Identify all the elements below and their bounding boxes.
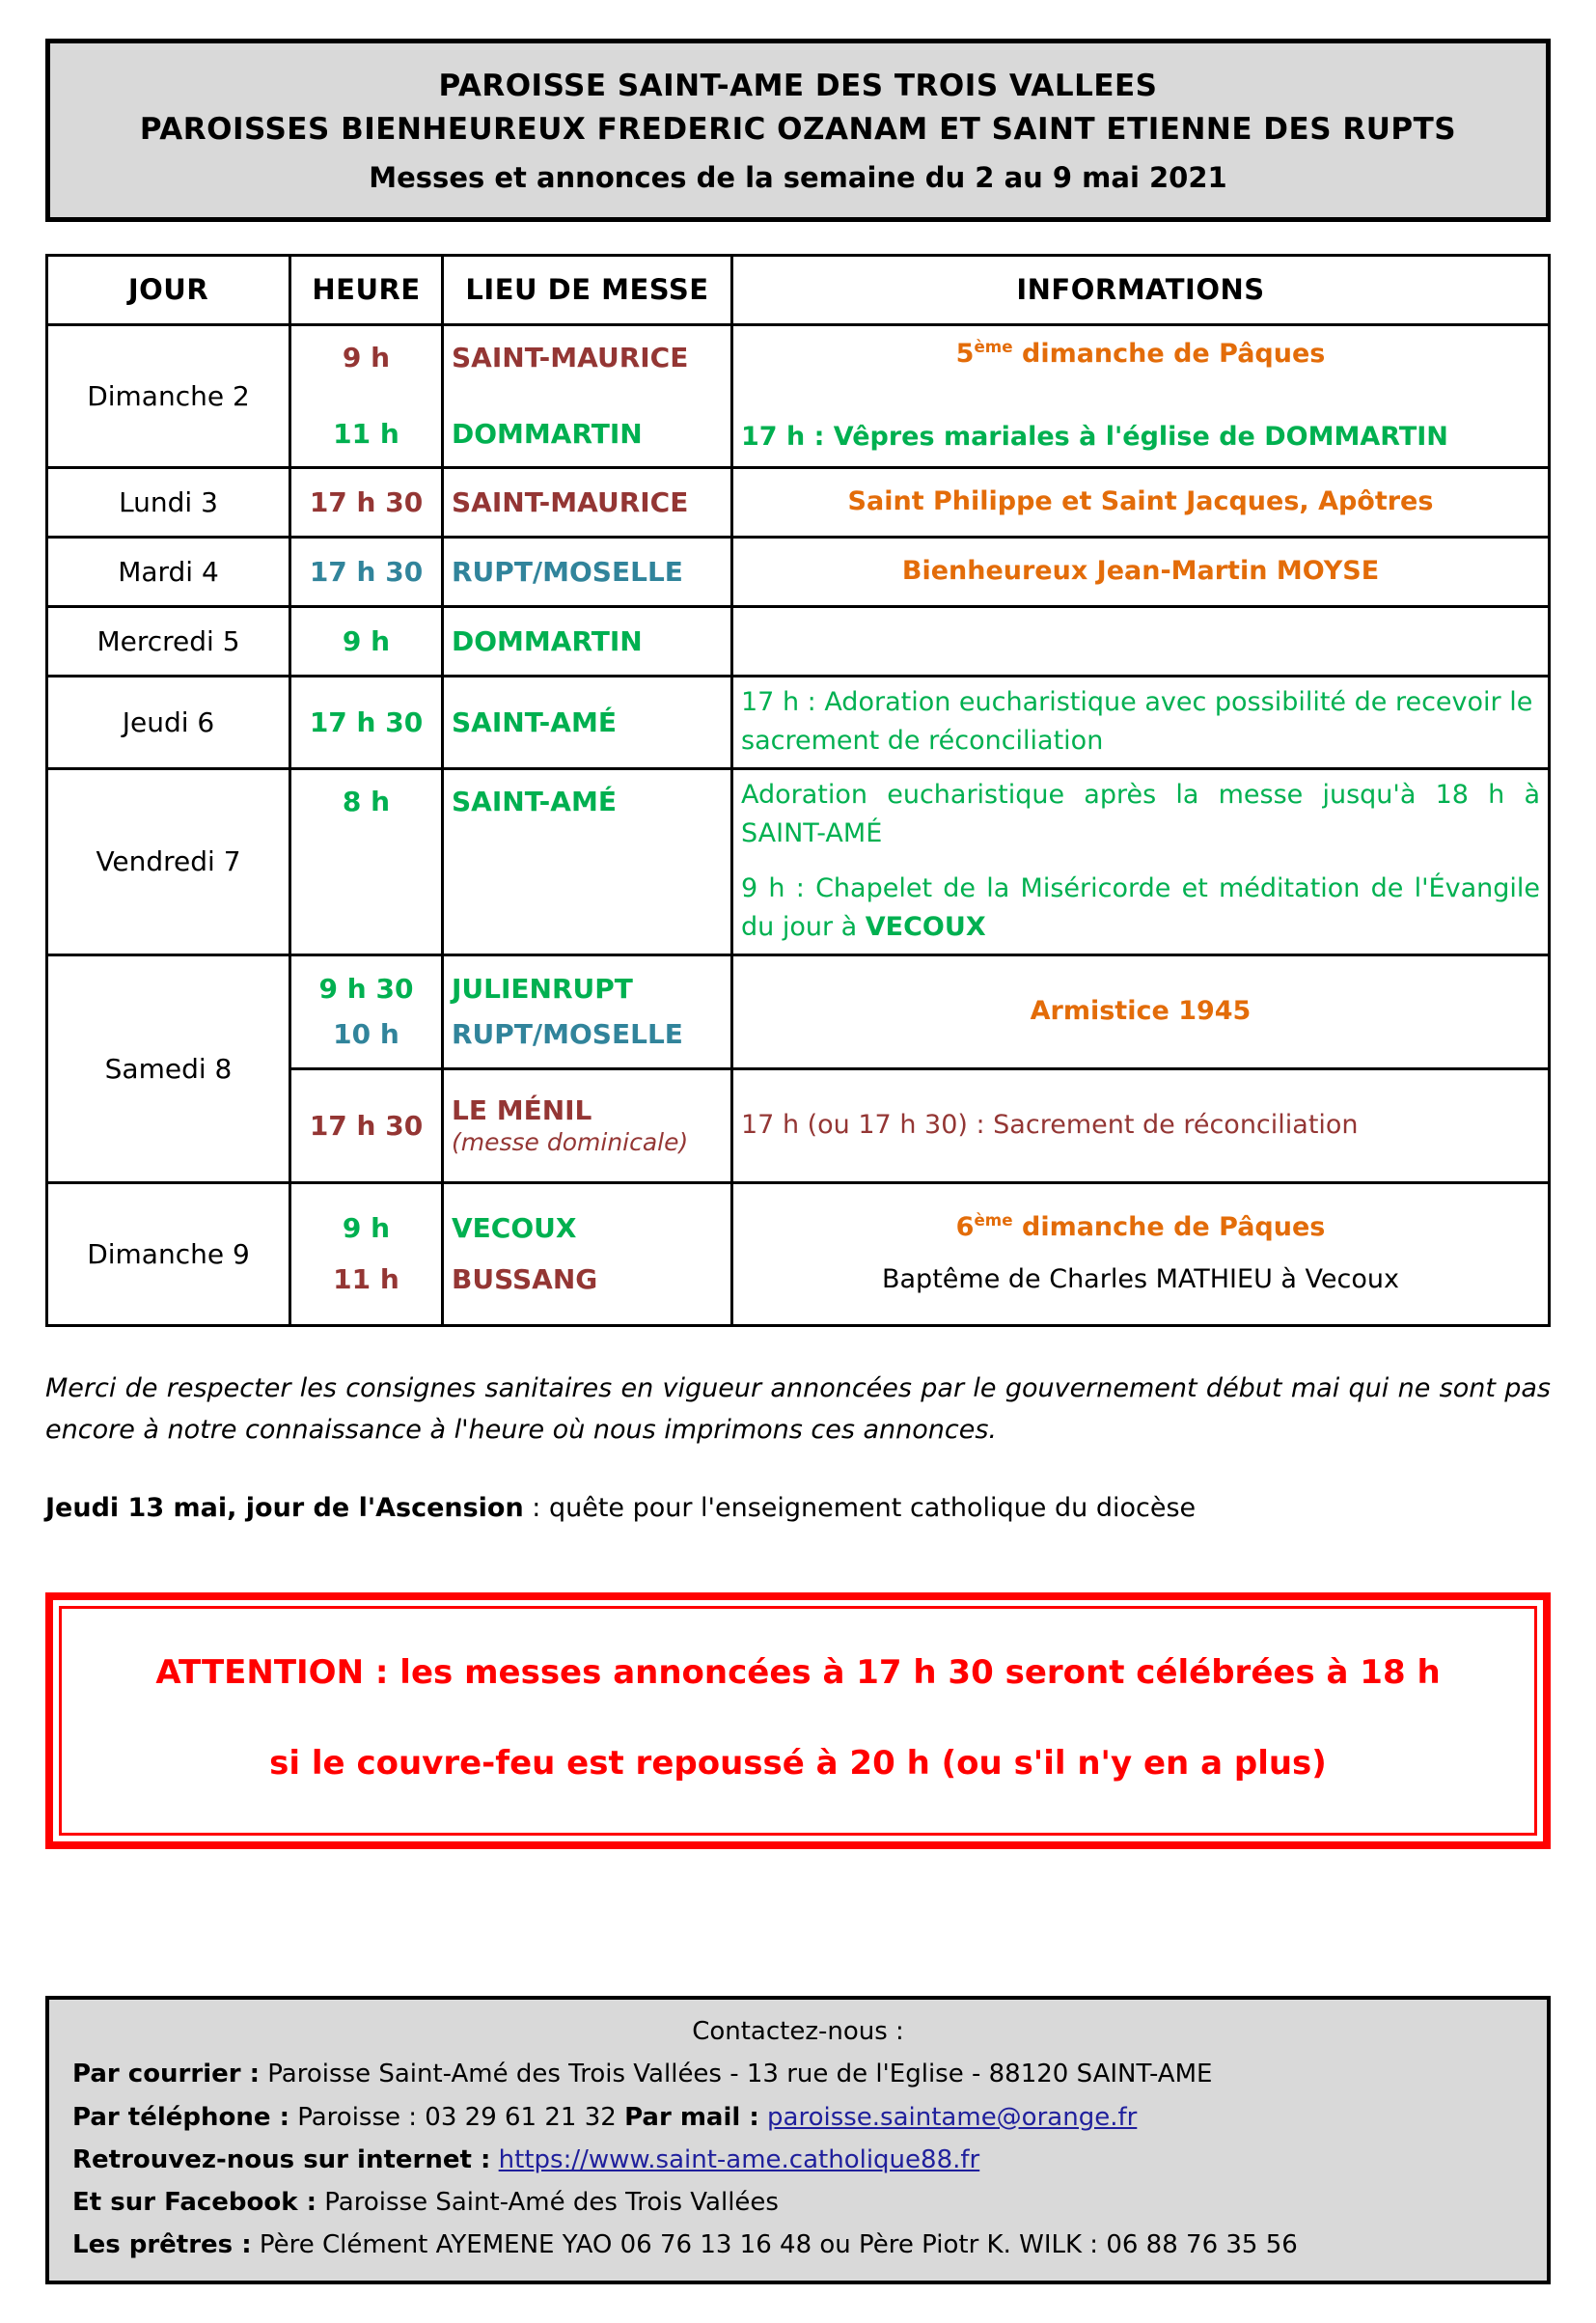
place-cell — [443, 537, 732, 606]
schedule-header-row — [47, 255, 1550, 324]
info-line: 6ème dimanche de Pâques — [955, 1209, 1326, 1242]
place-value: SAINT-AMÉ — [452, 785, 617, 817]
day-cell: Mardi 4 — [47, 537, 290, 606]
info-line: 17 h : Vêpres mariales à l'église de DOMMARTIN — [741, 422, 1448, 453]
ascension-note-bold: Jeudi 13 mai, jour de l'Ascension — [45, 1493, 524, 1524]
info-cell — [732, 606, 1550, 676]
info-line: Bienheureux Jean-Martin MOYSE — [901, 556, 1380, 587]
ascension-note-rest: : quête pour l'enseignement catholique du diocèse — [523, 1493, 1197, 1524]
place-cell — [443, 606, 732, 676]
place-value: DOMMARTIN — [452, 418, 643, 451]
contact-line-courrier — [72, 2054, 1524, 2094]
info-line: 17 h : Adoration eucharistique avec possibilité de recevoir le sacrement de réconciliation — [741, 686, 1533, 757]
time-value: 9 h — [342, 624, 391, 657]
place-cell — [443, 768, 732, 954]
time-value: 9 h 30 — [318, 973, 414, 1006]
sanitary-note: Merci de respecter les consignes sanitaires en vigueur annoncées par le gouvernement début mai qui ne sont pas encore à notre connaissance à l'heure où nous imprimons ces annonces. — [45, 1372, 1551, 1446]
info-cell — [732, 954, 1550, 1068]
place-cell — [443, 676, 732, 768]
place-value: DOMMARTIN — [452, 624, 643, 657]
info-cell — [732, 467, 1550, 537]
place-value: VECOUX — [452, 1212, 577, 1245]
place-value: (messe dominicale) — [452, 1128, 689, 1157]
time-value: 17 h 30 — [309, 555, 424, 588]
info-line: Baptême de Charles MATHIEU à Vecoux — [881, 1264, 1399, 1295]
courrier-label: Par courrier : — [72, 2060, 261, 2089]
facebook-label: Et sur Facebook : — [72, 2187, 317, 2217]
time-cell — [290, 768, 443, 954]
time-value: 17 h 30 — [309, 1109, 424, 1142]
place-value: SAINT-AMÉ — [452, 705, 617, 738]
info-cell — [732, 537, 1550, 606]
contact-line-facebook — [72, 2182, 1524, 2223]
priests-label: Les prêtres : — [72, 2229, 252, 2259]
time-value: 9 h — [342, 1212, 391, 1245]
schedule-row — [47, 1182, 1550, 1325]
col-header-informations: INFORMATIONS — [732, 255, 1550, 324]
time-value: 8 h — [342, 785, 391, 817]
info-line: 17 h (ou 17 h 30) : Sacrement de réconciliation — [741, 1110, 1359, 1141]
schedule-row — [47, 606, 1550, 676]
info-line: 9 h : Chapelet de la Miséricorde et méditation de l'Évangile du jour à VECOUX — [741, 872, 1540, 943]
parish-title-line1: PAROISSE SAINT-AME DES TROIS VALLEES — [438, 69, 1158, 103]
place-value: RUPT/MOSELLE — [452, 1018, 683, 1051]
day-cell: Samedi 8 — [47, 954, 290, 1182]
phone-value: Paroisse : 03 29 61 21 32 — [297, 2102, 617, 2132]
time-cell — [290, 1068, 443, 1182]
day-cell: Jeudi 6 — [47, 676, 290, 768]
time-cell — [290, 537, 443, 606]
time-value: 11 h — [333, 418, 399, 451]
info-cell — [732, 676, 1550, 768]
schedule-body — [47, 324, 1550, 1325]
time-cell — [290, 467, 443, 537]
schedule-row — [47, 324, 1550, 467]
day-cell: Dimanche 9 — [47, 1182, 290, 1325]
contact-box — [45, 1996, 1551, 2284]
attention-box — [45, 1592, 1551, 1849]
day-cell: Vendredi 7 — [47, 768, 290, 954]
time-value: 10 h — [333, 1018, 399, 1051]
contact-line-phone-mail — [72, 2097, 1524, 2138]
contact-line-web — [72, 2140, 1524, 2180]
parish-title-line2: PAROISSES BIENHEUREUX FREDERIC OZANAM ET SAINT ETIENNE DES RUPTS — [139, 111, 1457, 147]
info-line: Adoration eucharistique après la messe jusqu'à 18 h à SAINT-AMÉ — [741, 779, 1540, 849]
email-link[interactable]: paroisse.saintame@orange.fr — [767, 2102, 1138, 2132]
web-label: Retrouvez-nous sur internet : — [72, 2144, 491, 2174]
place-value: SAINT-MAURICE — [452, 485, 689, 518]
facebook-value: Paroisse Saint-Amé des Trois Vallées — [324, 2187, 779, 2217]
attention-box-inner — [59, 1606, 1537, 1836]
info-cell — [732, 768, 1550, 954]
schedule-row — [47, 676, 1550, 768]
time-value: 17 h 30 — [309, 485, 424, 518]
time-value: 11 h — [333, 1263, 399, 1296]
contact-title: Contactez-nous : — [692, 2017, 904, 2047]
place-value: BUSSANG — [452, 1263, 598, 1296]
info-cell — [732, 1068, 1550, 1182]
time-cell — [290, 1182, 443, 1325]
place-value: JULIENRUPT — [452, 973, 633, 1006]
phone-label: Par téléphone : — [72, 2102, 289, 2132]
time-value: 9 h — [342, 342, 391, 374]
info-line: 5ème dimanche de Pâques — [955, 336, 1326, 369]
time-cell — [290, 324, 443, 467]
contact-line-priests — [72, 2225, 1524, 2265]
time-cell — [290, 954, 443, 1068]
info-cell — [732, 324, 1550, 467]
day-cell: Mercredi 5 — [47, 606, 290, 676]
place-value: LE MÉNIL — [452, 1094, 592, 1127]
attention-line1: ATTENTION : les messes annoncées à 17 h 30 seront célébrées à 18 h — [155, 1653, 1441, 1693]
col-header-heure: HEURE — [290, 255, 443, 324]
place-cell — [443, 324, 732, 467]
day-cell: Lundi 3 — [47, 467, 290, 537]
time-cell — [290, 676, 443, 768]
attention-line2: si le couvre-feu est repoussé à 20 h (ou s'il n'y en a plus) — [269, 1744, 1327, 1784]
day-cell: Dimanche 2 — [47, 324, 290, 467]
info-line: Armistice 1945 — [1030, 996, 1252, 1027]
place-value: SAINT-MAURICE — [452, 342, 689, 374]
place-cell — [443, 467, 732, 537]
time-value: 17 h 30 — [309, 705, 424, 738]
ascension-note — [45, 1493, 1551, 1523]
courrier-value: Paroisse Saint-Amé des Trois Vallées - 13 rue de l'Eglise - 88120 SAINT-AME — [267, 2060, 1213, 2089]
website-link[interactable]: https://www.saint-ame.catholique88.fr — [498, 2144, 980, 2174]
place-value: RUPT/MOSELLE — [452, 555, 683, 588]
info-line: Saint Philippe et Saint Jacques, Apôtres — [847, 486, 1434, 517]
schedule-row — [47, 467, 1550, 537]
col-header-jour: JOUR — [47, 255, 290, 324]
week-subtitle: Messes et annonces de la semaine du 2 au 9 mai 2021 — [369, 160, 1227, 194]
col-header-lieu: LIEU DE MESSE — [443, 255, 732, 324]
mail-label: Par mail : — [624, 2102, 759, 2132]
header-banner — [45, 39, 1551, 222]
schedule-row — [47, 768, 1550, 954]
info-cell — [732, 1182, 1550, 1325]
time-cell — [290, 606, 443, 676]
schedule-row — [47, 954, 1550, 1068]
schedule-row — [47, 537, 1550, 606]
place-cell — [443, 1182, 732, 1325]
place-cell — [443, 1068, 732, 1182]
place-cell — [443, 954, 732, 1068]
mass-schedule-table — [45, 254, 1551, 1327]
priests-value: Père Clément AYEMENE YAO 06 76 13 16 48 ou Père Piotr K. WILK : 06 88 76 35 56 — [259, 2229, 1298, 2259]
